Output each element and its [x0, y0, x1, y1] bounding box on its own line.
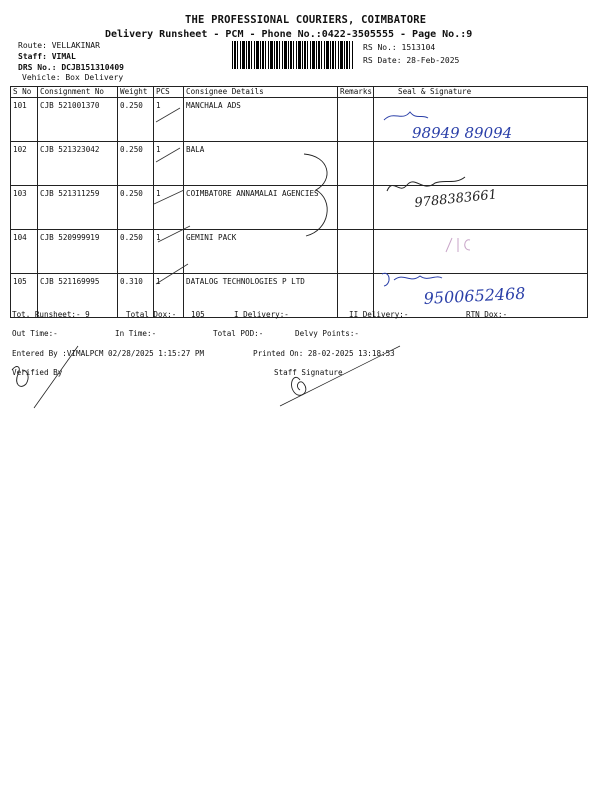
table-row — [11, 186, 588, 230]
cell-consignment: CJB 520999919 — [38, 230, 118, 274]
cell-weight: 0.310 — [118, 274, 154, 318]
vehicle-label: Vehicle: Box Delivery — [22, 73, 124, 82]
col-consignment: Consignment No — [38, 87, 118, 98]
phone-handwritten: 9788383661 — [413, 187, 498, 211]
delvy-points: Delvy Points:- — [295, 329, 360, 338]
phone-handwritten: 9500652468 — [423, 283, 526, 308]
ii-delivery: II Delivery:- — [349, 310, 409, 319]
table-row — [11, 142, 588, 186]
document-subtitle: Delivery Runsheet - PCM - Phone No.:0422-3505555 - Page No.:9 — [105, 29, 473, 40]
in-time: In Time:- — [115, 329, 157, 338]
rtn-dox: RTN Dox:- — [466, 310, 508, 319]
route-label: Route: VELLAKINAR — [18, 41, 100, 50]
cell-sno: 103 — [11, 186, 38, 230]
cell-consignment: CJB 521169995 — [38, 274, 118, 318]
cell-weight: 0.250 — [118, 186, 154, 230]
cell-consignment: CJB 521323042 — [38, 142, 118, 186]
cell-pcs: 1 — [154, 142, 184, 186]
table-row — [11, 230, 588, 274]
cell-pcs: 1 — [154, 186, 184, 230]
staff-label: Staff: VIMAL — [18, 52, 76, 61]
drs-number: DRS No.: DCJB151310409 — [18, 63, 124, 72]
total-pod: Total POD:- — [213, 329, 264, 338]
printed-on: Printed On: 28-02-2025 13:18:53 — [253, 349, 395, 358]
cell-consignee: GEMINI PACK — [184, 230, 338, 274]
barcode — [232, 41, 354, 69]
table-header-row — [11, 87, 588, 98]
cell-remarks — [338, 186, 374, 230]
tot-runsheet: Tot. Runsheet:- 9 — [12, 310, 90, 319]
cell-consignee: BALA — [184, 142, 338, 186]
col-pcs: PCS — [154, 87, 184, 98]
runsheet-table — [10, 86, 588, 318]
cell-sno: 101 — [11, 98, 38, 142]
cell-remarks — [338, 142, 374, 186]
cell-signature — [374, 98, 588, 142]
table-row — [11, 98, 588, 142]
cell-weight: 0.250 — [118, 98, 154, 142]
col-remarks: Remarks — [338, 87, 374, 98]
cell-consignment: CJB 521311259 — [38, 186, 118, 230]
cell-consignee: MANCHALA ADS — [184, 98, 338, 142]
phone-handwritten: 98949 89094 — [412, 124, 513, 142]
i-delivery: I Delivery:- — [234, 310, 289, 319]
rs-date: RS Date: 28-Feb-2025 — [363, 56, 460, 65]
cell-signature — [374, 142, 588, 186]
cell-sno: 102 — [11, 142, 38, 186]
rs-number: RS No.: 1513104 — [363, 43, 436, 52]
cell-remarks — [338, 230, 374, 274]
cell-pcs: 1 — [154, 98, 184, 142]
col-sno: S No — [11, 87, 38, 98]
cell-consignment: CJB 521001370 — [38, 98, 118, 142]
cell-sno: 105 — [11, 274, 38, 318]
col-seal-signature: Seal & Signature — [374, 87, 588, 98]
total-dox-label: Total Dox:- — [126, 310, 177, 319]
verified-by: Verified By — [12, 368, 63, 377]
cell-consignee: DATALOG TECHNOLOGIES P LTD — [184, 274, 338, 318]
cell-sno: 104 — [11, 230, 38, 274]
cell-pcs: 1 — [154, 230, 184, 274]
document-title: THE PROFESSIONAL COURIERS, COIMBATORE — [185, 14, 427, 26]
cell-remarks — [338, 98, 374, 142]
out-time: Out Time:- — [12, 329, 58, 338]
cell-weight: 0.250 — [118, 230, 154, 274]
cell-weight: 0.250 — [118, 142, 154, 186]
col-weight: Weight — [118, 87, 154, 98]
cell-pcs: 1 — [154, 274, 184, 318]
cell-signature — [374, 186, 588, 230]
entered-by: Entered By :VIMALPCM 02/28/2025 1:15:27 PM — [12, 349, 205, 358]
cell-signature — [374, 230, 588, 274]
col-consignee: Consignee Details — [184, 87, 338, 98]
cell-consignee: COIMBATORE ANNAMALAI AGENCIES — [184, 186, 338, 230]
total-dox-value: 105 — [191, 310, 205, 319]
staff-signature: Staff Signature — [274, 368, 343, 377]
